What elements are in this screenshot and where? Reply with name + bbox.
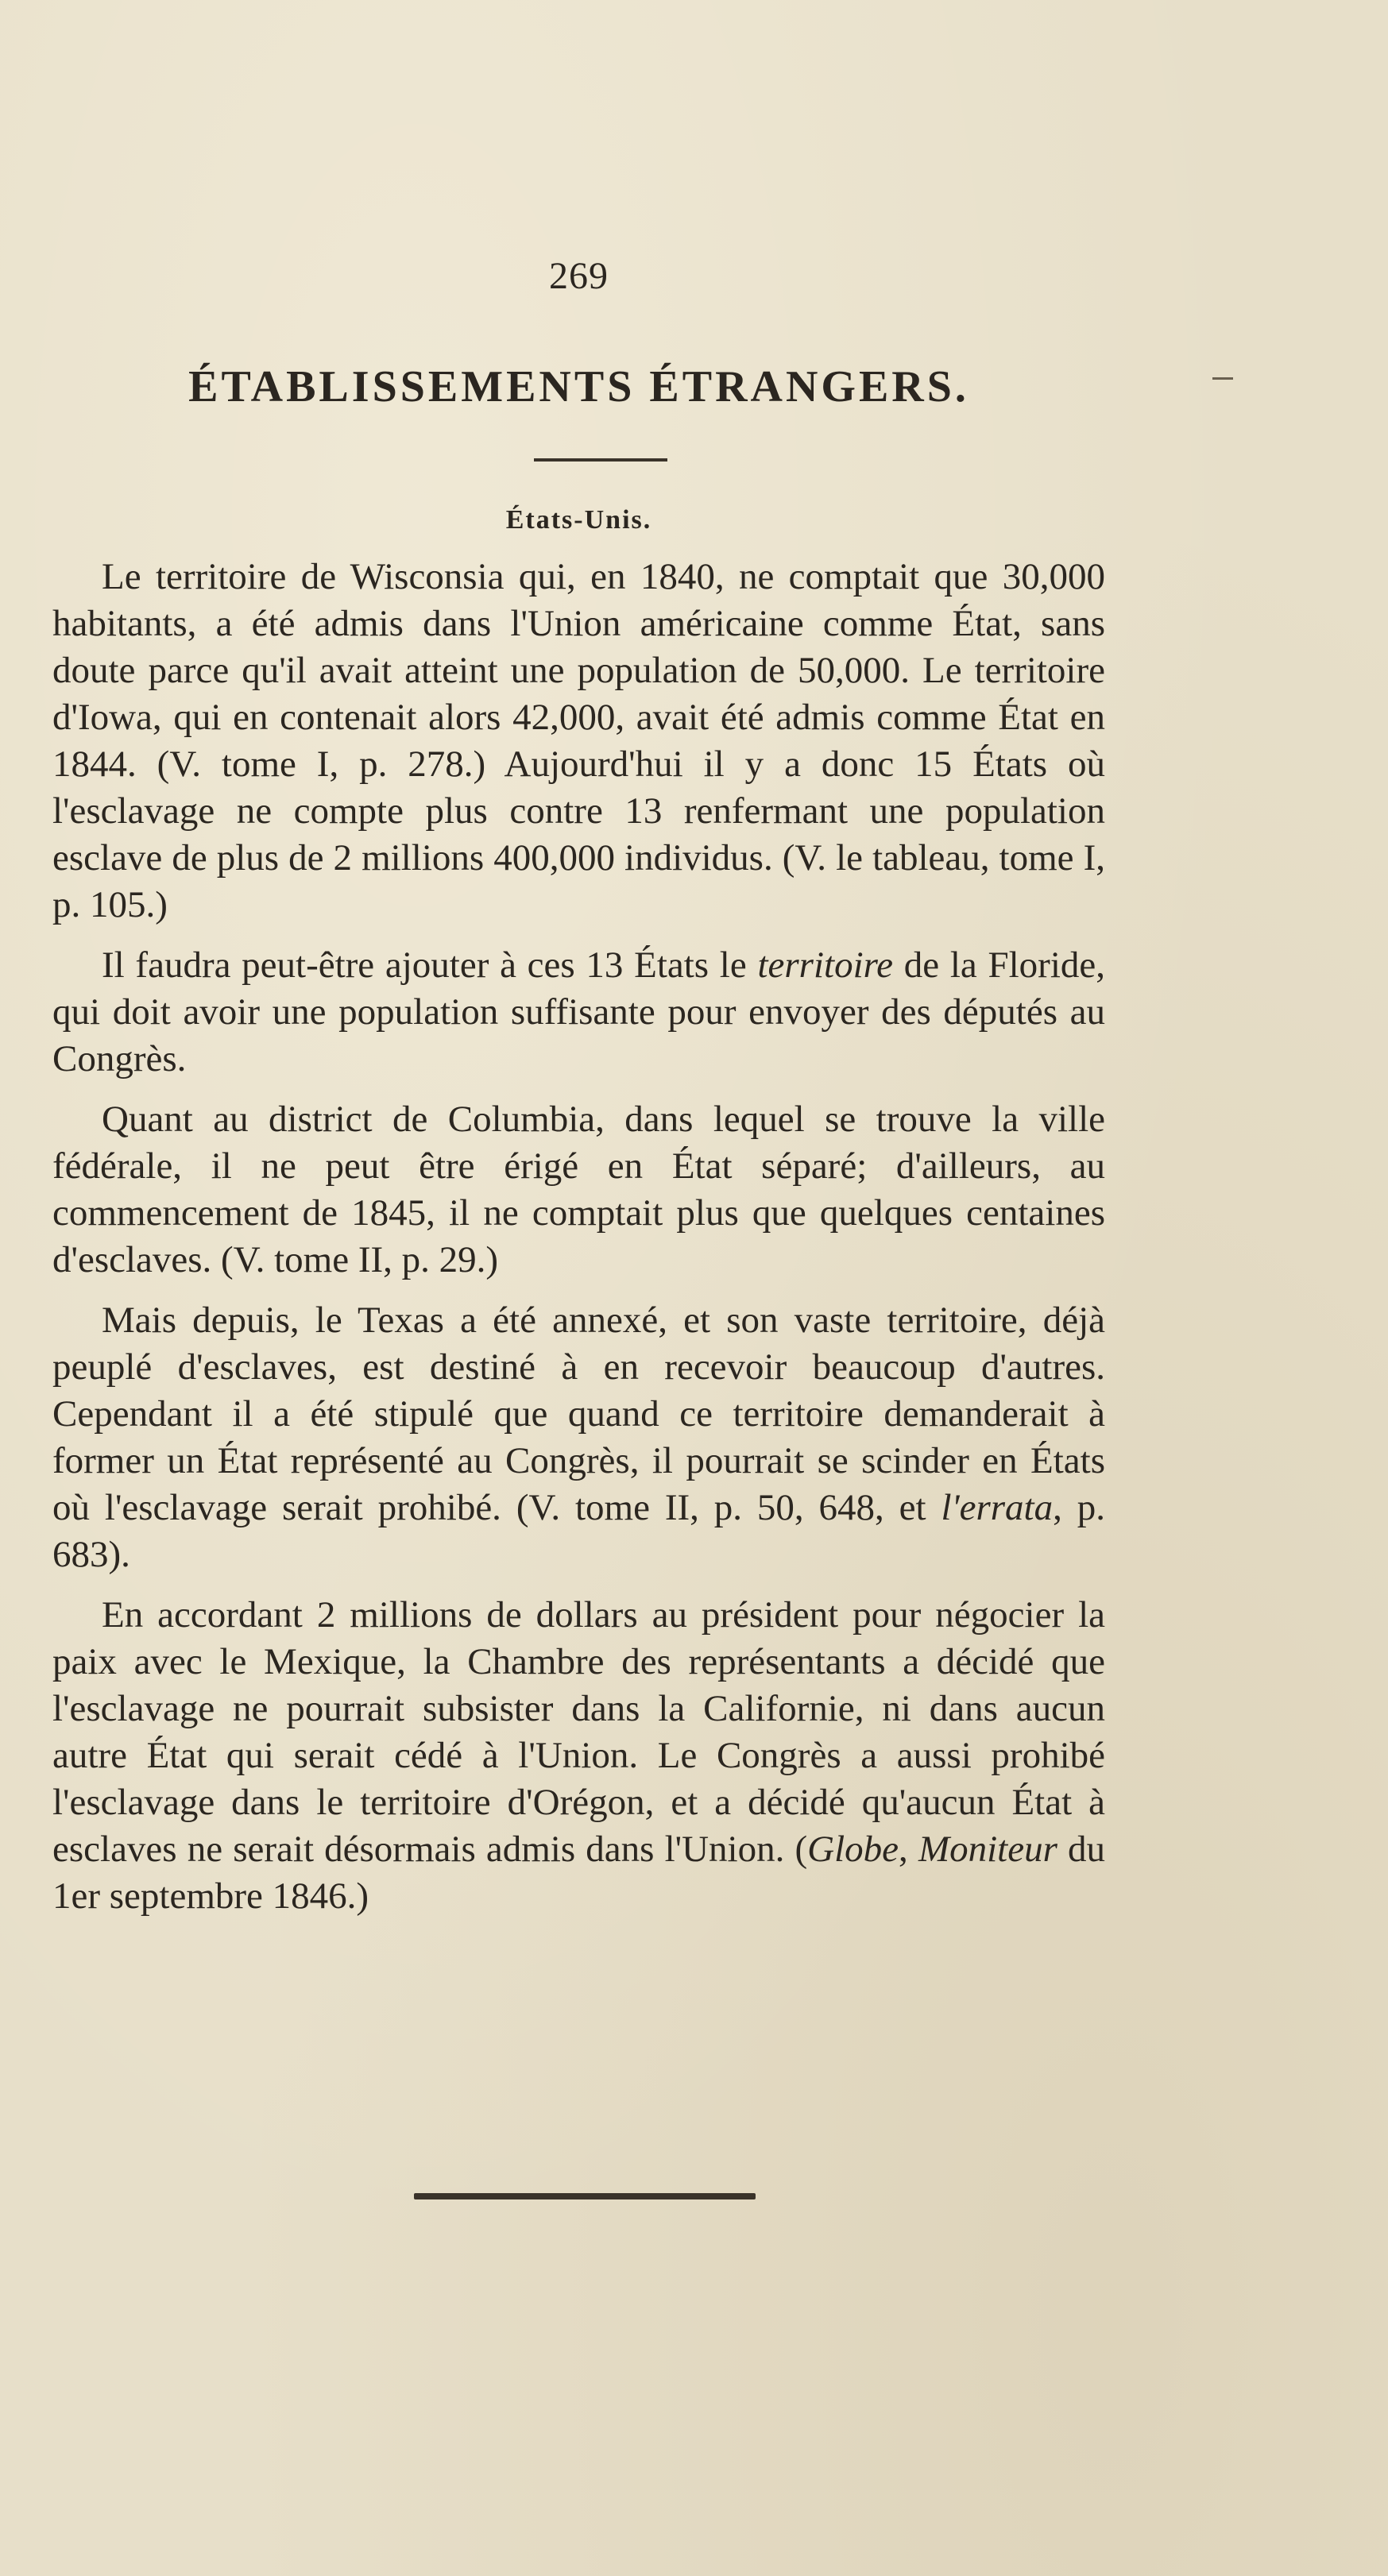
paragraph-5-italic-globe: Globe	[807, 1829, 899, 1870]
paragraph-3-text: Quant au district de Columbia, dans lequel se trouve la ville fédérale, il ne peut être érigé en État séparé; d'ailleurs, au commencement de 1845, il ne comptait plus que quelques centaines d'esclaves. (V. tome II, p. 29.)	[52, 1099, 1105, 1280]
paragraph-4-text-end: , p. 683).	[52, 1487, 1106, 1575]
paragraph-1-text: Le territoire de Wisconsia qui, en 1840, ne comptait que 30,000 habitants, a été admis dans l'Union américaine comme État, sans doute parce qu'il avait atteint une population de 50,000. Le territoire d'Iowa, qui en contenait alors 42,000, avait été admis comme État en 1844. (V. tome I, p. 278.) Aujourd'hui il y a donc 15 États où l'esclavage ne compte plus contre 13 renfermant une population esclave de plus de 2 millions 400,000 individus. (V. le tableau, tome I, p. 105.)	[52, 556, 1105, 925]
paragraph-2-text-start: Il faudra peut-être ajouter à ces 13 États le	[102, 944, 758, 986]
running-title: ÉTABLISSEMENTS ÉTRANGERS.	[188, 362, 969, 411]
paragraph-5-text-end: du 1er septembre 1846.)	[52, 1829, 1106, 1917]
paragraph-2-italic: territoire	[757, 944, 894, 986]
body-text	[52, 554, 1105, 1933]
page-number: 269	[549, 255, 609, 297]
paragraph-2	[52, 942, 1105, 1083]
paragraph-5-separator: ,	[899, 1829, 918, 1870]
paragraph-3	[52, 1096, 1105, 1284]
title-rule	[534, 458, 667, 462]
paragraph-2-text-end: de la Floride, qui doit avoir une population suffisante pour envoyer des députés au Congrès.	[52, 944, 1105, 1079]
end-rule	[414, 2193, 756, 2199]
paragraph-5	[52, 1592, 1105, 1920]
paragraph-4	[52, 1297, 1105, 1578]
paragraph-5-italic-moniteur: Moniteur	[918, 1829, 1057, 1870]
margin-mark	[1212, 377, 1233, 380]
paragraph-4-text-start: Mais depuis, le Texas a été annexé, et son vaste territoire, déjà peuplé d'esclaves, est destiné à en recevoir beaucoup d'autres. Cependant il a été stipulé que quand ce territoire demanderait à former un État représenté au Congrès, il pourrait se scinder en États où l'esclavage serait prohibé. (V. tome II, p. 50, 648, et	[52, 1300, 1105, 1528]
paragraph-4-italic: l'errata	[941, 1487, 1054, 1528]
paragraph-5-text-start: En accordant 2 millions de dollars au président pour négocier la paix avec le Mexique, la Chambre des représentants a décidé que l'esclavage ne pourrait subsister dans la Californie, ni dans aucun autre État qui serait cédé à l'Union. Le Congrès a aussi prohibé l'esclavage dans le territoire d'Orégon, et a décidé qu'aucun État à esclaves ne serait désormais admis dans l'Union. (	[52, 1594, 1105, 1870]
paragraph-1	[52, 554, 1105, 929]
section-heading: États-Unis.	[505, 505, 652, 535]
